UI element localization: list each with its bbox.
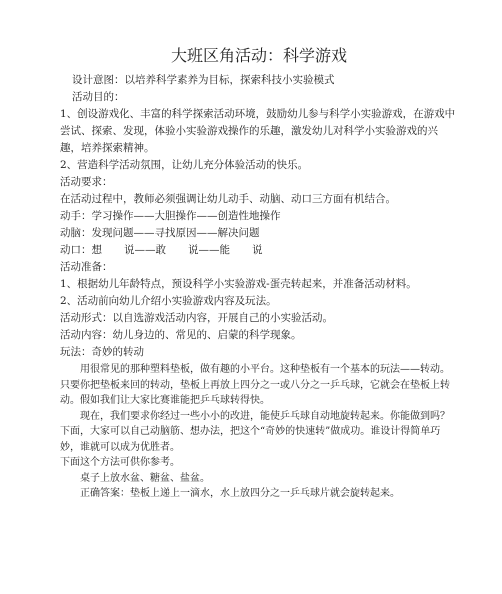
mouth-line (60, 242, 458, 259)
document-title: 大班区角活动：科学游戏 (170, 46, 347, 65)
play-heading: 玩法：奇妙的转动 (60, 346, 144, 358)
answer-line: 正确答案：垫板上递上一滴水，水上放四分之一乒乓球片就会旋转起来。 (80, 488, 400, 499)
brain-line: 动脑：发现问题——寻找原因——解决问题 (60, 227, 260, 239)
paragraph-1: 用很常见的那种塑料垫板，做有趣的小平台。这种垫板有一个基本的玩法——转动。只要你把垫板来回的转动，垫板上再放上四分之一或八分之一乒乓球，它就会在垫板上转动。假如我们让大家比赛谁能把乒乓球转得快。 (60, 364, 450, 406)
materials-line: 桌子上放水盆、糖盆、盐盆。 (80, 472, 210, 484)
prep-1: 1、根据幼儿年龄特点，预设科学小实验游戏-蛋壳转起来，并准备活动材料。 (60, 278, 417, 290)
activity-form: 活动形式：以自选游戏活动内容，开展自己的小实验活动。 (60, 312, 333, 324)
mouth-part-2: 说——敢 (124, 244, 166, 256)
mouth-part-1: 动口：想 (60, 244, 102, 256)
goal-1: 1、创设游戏化、丰富的科学探索活动环境，鼓励幼儿参与科学小实验游戏，在游戏中尝试、探索、发现，体验小实验游戏操作的乐趣，激发幼儿对科学小实验游戏的兴趣，培养探索精神。 (60, 108, 456, 154)
goal-2: 2、营造科学活动氛围，让幼儿充分体验活动的快乐。 (60, 159, 309, 171)
paragraph-2: 现在，我们要求你经过一些小小的改进，能使乒乓球自动地旋转起来。你能做到吗？下面，大家可以自己动脑筋、想办法，把这个“奇妙的快速转”做成功。谁设计得简单巧妙，谁就可以成为优胜者。 (60, 410, 450, 453)
goals-heading: 活动目的： (72, 91, 125, 103)
activity-content: 活动内容：幼儿身边的、常见的、启蒙的科学现象。 (60, 329, 302, 341)
requirements-heading: 活动要求： (60, 176, 113, 188)
hands-line: 动手：学习操作——大胆操作——创造性地操作 (60, 210, 281, 222)
prep-2: 2、活动前向幼儿介绍小实验游戏内容及玩法。 (60, 295, 277, 307)
prep-heading: 活动准备： (60, 261, 113, 273)
methods-intro: 下面这个方法可供你参考。 (60, 457, 180, 468)
requirements-text: 在活动过程中，教师必须强调让幼儿动手、动脑、动口三方面有机结合。 (60, 193, 396, 205)
design-intent: 设计意图：以培养科学素养为目标，探索科技小实验模式 (72, 74, 335, 86)
mouth-part-3: 说——能 (188, 244, 230, 256)
mouth-part-4: 说 (252, 244, 263, 256)
